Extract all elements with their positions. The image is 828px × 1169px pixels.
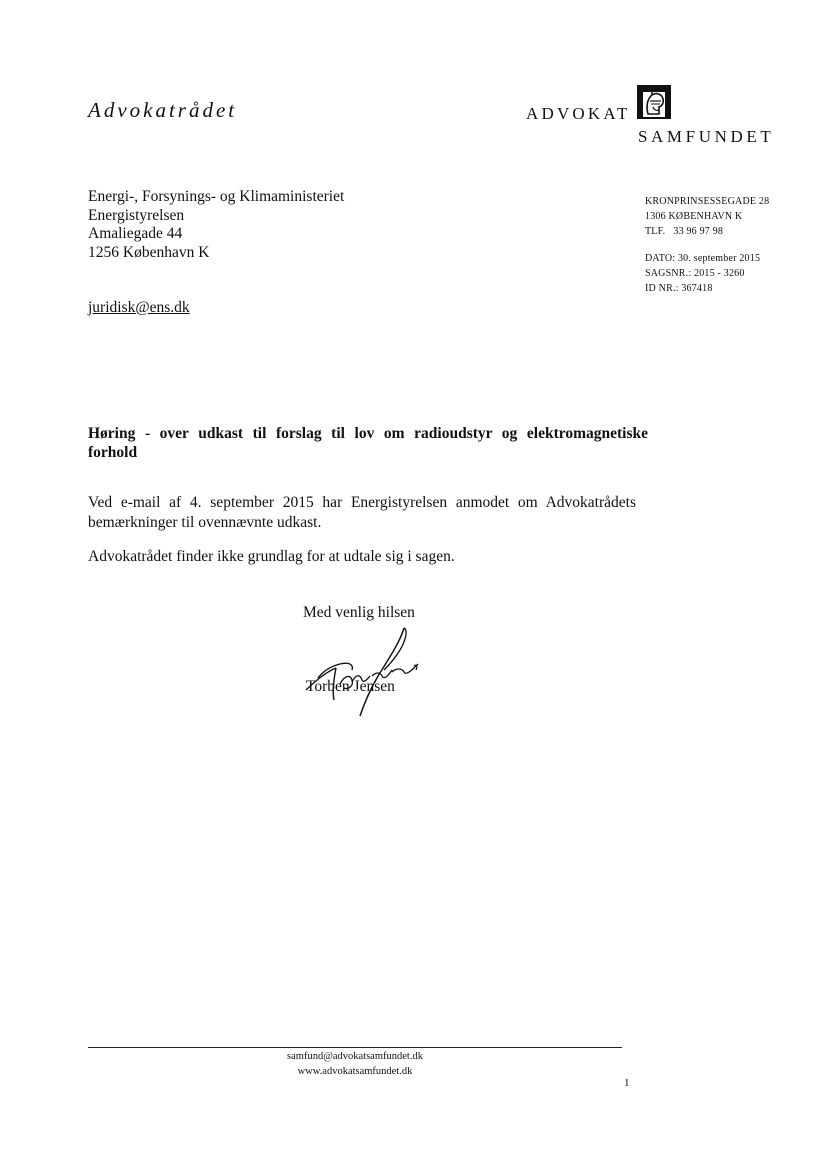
letter-paragraph: Advokatrådet finder ikke grundlag for at udtale sig i sagen. <box>88 548 455 565</box>
sender-city: 1306 KØBENHAVN K <box>645 211 743 222</box>
recipient-line: Amaliegade 44 <box>88 225 183 242</box>
footer-email[interactable]: samfund@advokatsamfundet.dk <box>287 1051 423 1062</box>
knight-helmet-icon <box>637 85 671 119</box>
brand-name-line2: SAMFUNDET <box>638 127 775 146</box>
letter-paragraph: Ved e-mail af 4. september 2015 har Energistyrelsen anmodet om Advokatrådets bemærkninger til ovennævnte udkast. <box>88 494 636 531</box>
case-number: SAGSNR.: 2015 - 3260 <box>645 268 745 279</box>
footer-website[interactable]: www.advokatsamfundet.dk <box>297 1066 413 1077</box>
id-number: ID NR.: 367418 <box>645 283 713 294</box>
recipient-line: Energistyrelsen <box>88 206 185 224</box>
sender-address: KRONPRINSESSEGADE 28 <box>645 196 770 207</box>
closing-greeting: Med venlig hilsen <box>303 604 415 621</box>
recipient-line: Energi-, Forsynings- og Klimaministeriet <box>88 188 345 205</box>
footer <box>88 1049 622 1079</box>
letter-subject: Høring - over udkast til forslag til lov om radioudstyr og elektromagnetiske forhold <box>88 425 648 461</box>
recipient-address <box>88 188 344 262</box>
letter-date: DATO: 30. september 2015 <box>645 253 761 264</box>
signer-name: Torben Jensen <box>306 678 395 695</box>
brand-name-line1: ADVOKAT <box>526 104 631 123</box>
sender-phone: TLF. 33 96 97 98 <box>645 226 724 237</box>
handwritten-signature <box>296 620 436 720</box>
page-number: 1 <box>624 1077 630 1089</box>
header-title: Advokatrådet <box>88 98 238 122</box>
footer-divider <box>88 1047 622 1048</box>
sender-info <box>645 194 769 296</box>
recipient-email-link[interactable]: juridisk@ens.dk <box>88 299 190 316</box>
recipient-line: 1256 København K <box>88 243 210 261</box>
